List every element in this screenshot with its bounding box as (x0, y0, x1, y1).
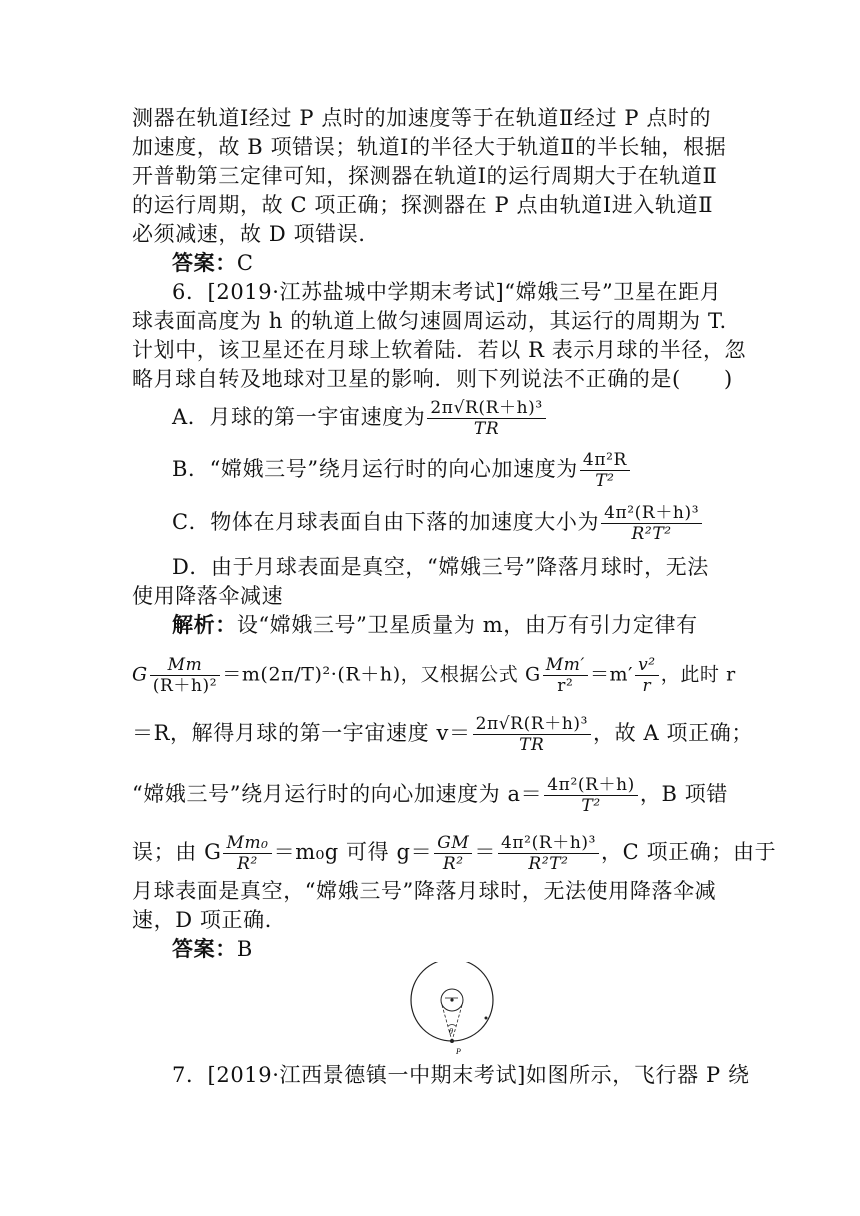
option-c (172, 503, 772, 544)
analysis-formula-line: G $\frac{Mm}{\text{(R＋h)²}}$ ＝m(2π/T)²·(R＋h)，又根据公式 G $\frac{Mm'}{\text{r²}}$ ＝m′ $\frac{\text{v²}}{r}$ ，此时 r (132, 655, 736, 696)
fraction: $\frac{\text{Mm₀}}{\text{R²}}$ (223, 833, 271, 874)
angle-label: θ (449, 1027, 453, 1036)
answer-line (172, 248, 772, 278)
option-b-fraction: $\frac{\text{4π²R}}{\text{T²}}$ (580, 450, 630, 491)
paragraph-line: 的运行周期，故 C 项正确；探测器在 P 点由轨道Ⅰ进入轨道Ⅱ (132, 193, 714, 217)
paragraph-line: 开普勒第三定律可知，探测器在轨道Ⅰ的运行周期大于在轨道Ⅱ (132, 164, 718, 188)
answer-value: B (236, 937, 253, 961)
option-d-cont: 使用降落伞减速 (132, 584, 284, 608)
fraction: $\frac{Mm'}{\text{r²}}$ (543, 655, 588, 696)
analysis-line: ＝R，解得月球的第一宇宙速度 v＝ $\frac{\text{2π√R(R＋h)³}}{TR}$ ，故 A 项正确； (132, 714, 753, 755)
analysis-label: 解析： (172, 612, 237, 637)
orbit-figure (405, 962, 501, 1060)
question-6-line: 球表面高度为 h 的轨道上做匀速圆周运动，其运行的周期为 T. (132, 309, 727, 333)
center-dot (450, 998, 453, 1001)
answer-label: 答案： (172, 936, 237, 961)
answer-label: 答案： (172, 250, 237, 275)
option-c-fraction: $\frac{\text{4π²(R＋h)³}}{\text{R²T²}}$ (601, 503, 702, 544)
angle-arc (448, 1025, 456, 1027)
option-a-text: A．月球的第一宇宙速度为 (172, 405, 426, 429)
analysis-line: 误；由 G $\frac{\text{Mm₀}}{\text{R²}}$ ＝m₀g 可得 g＝ $\frac{GM}{\text{R²}}$ ＝ $\frac{\text{4π²(R＋h)³}}{\text{R²T²}}$ ，C 项正确；由于 (132, 833, 777, 874)
fraction: $\frac{Mm}{\text{(R＋h)²}}$ (150, 655, 220, 696)
fraction: $\frac{\text{v²}}{r}$ (635, 655, 659, 696)
paragraph-line: 必须减速，故 D 项错误． (132, 222, 380, 246)
question-6-line: 6．[2019·江苏盐城中学期末考试]“嫦娥三号”卫星在距月 (172, 280, 722, 304)
analysis-line: 速，D 项正确． (132, 908, 287, 932)
answer-value: C (236, 251, 254, 275)
point-p-dot (450, 1039, 454, 1043)
point-p-label: P (456, 1047, 461, 1056)
question-7-line: 7．[2019·江西景德镇一中期末考试]如图所示，飞行器 P 绕 (172, 1063, 750, 1087)
fraction: $\frac{\text{4π²(R＋h)³}}{\text{R²T²}}$ (498, 833, 599, 874)
question-6-line: 略月球自转及地球对卫星的影响．则下列说法不正确的是( ) (132, 367, 733, 391)
fraction: $\frac{GM}{\text{R²}}$ (434, 833, 472, 874)
question-6-line: 计划中，该卫星还在月球上软着陆．若以 R 表示月球的半径，忽 (132, 338, 747, 362)
option-a (172, 398, 772, 439)
fraction: $\frac{\text{4π²(R＋h)}}{\text{T²}}$ (544, 775, 638, 816)
option-d: D．由于月球表面是真空，“嫦娥三号”降落月球时，无法 (172, 555, 709, 579)
option-b-text: B．“嫦娥三号”绕月运行时的向心加速度为 (172, 457, 578, 481)
analysis-line: 解析：设“嫦娥三号”卫星质量为 m，由万有引力定律有 (172, 612, 698, 637)
orbit-dot (485, 1017, 488, 1020)
analysis-line: 月球表面是真空，“嫦娥三号”降落月球时，无法使用降落伞减 (132, 879, 717, 903)
paragraph-line: 加速度，故 B 项错误；轨道Ⅰ的半径大于轨道Ⅱ的半长轴，根据 (132, 135, 727, 159)
analysis-line: “嫦娥三号”绕月运行时的向心加速度为 a＝ $\frac{\text{4π²(R＋h)}}{\text{T²}}$ ，B 项错 (132, 775, 728, 816)
option-c-text: C．物体在月球表面自由下落的加速度大小为 (172, 510, 600, 534)
answer-line (172, 934, 772, 964)
option-a-fraction: $\frac{\text{2π√R(R＋h)³}}{TR}$ (427, 398, 545, 439)
option-b (172, 450, 772, 491)
paragraph-line: 测器在轨道Ⅰ经过 P 点时的加速度等于在轨道Ⅱ经过 P 点时的 (132, 106, 712, 130)
fraction: $\frac{\text{2π√R(R＋h)³}}{TR}$ (473, 714, 591, 755)
